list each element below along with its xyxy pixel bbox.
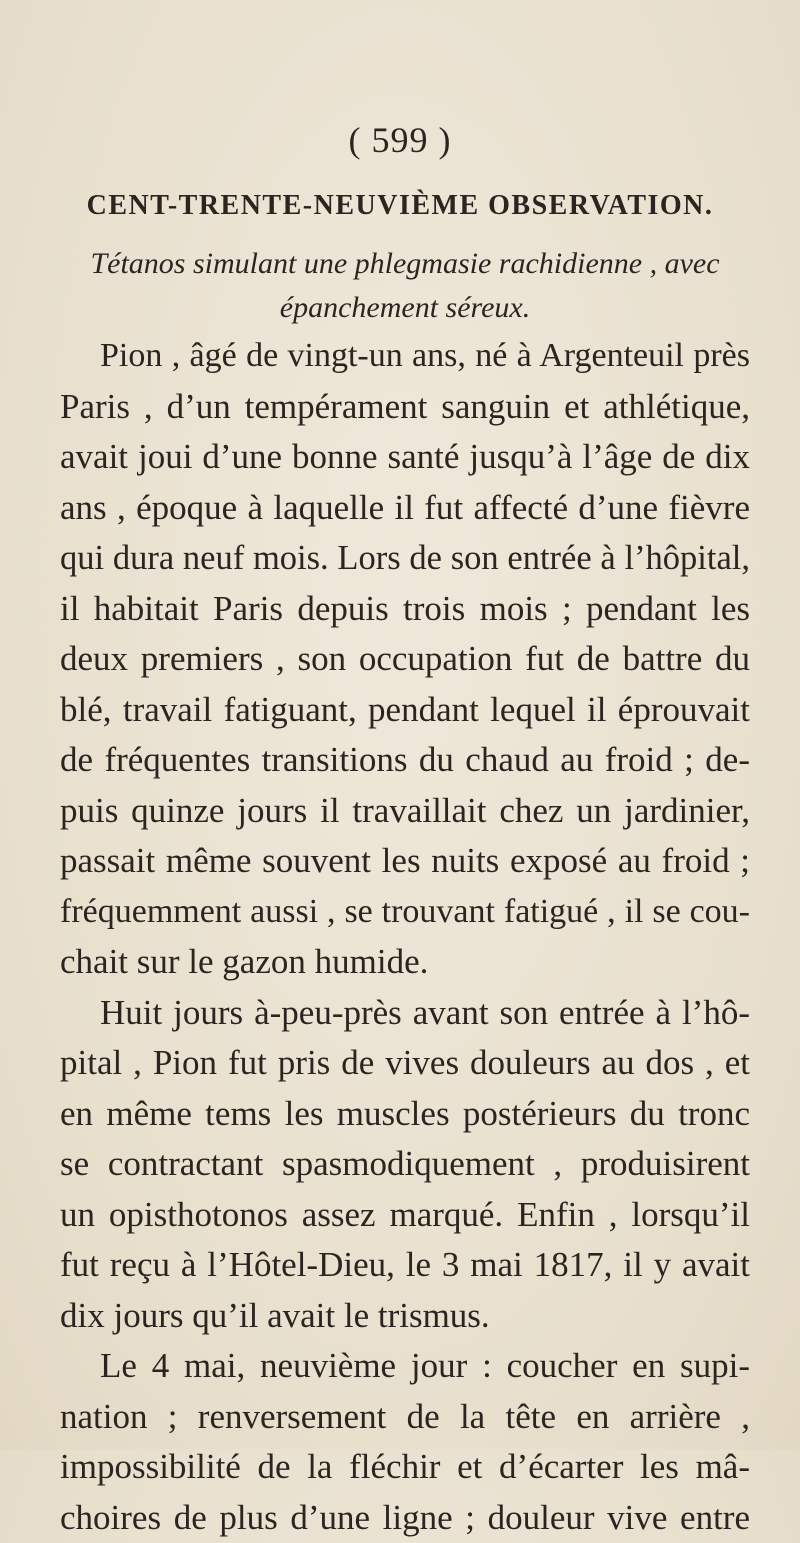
subtitle-line: épanchement séreux. [60,286,750,330]
text-line: Paris , d’un tempérament sanguin et athlétique, [60,382,750,433]
text-line: impossibilité de la fléchir et d’écarter les mâ- [60,1442,750,1493]
observation-subtitle [60,242,750,330]
text-line: fut reçu à l’Hôtel-Dieu, le 3 mai 1817, il y avait [60,1240,750,1291]
text-line: Pion , âgé de vingt-un ans, né à Argenteuil près [60,331,750,382]
text-line: blé, travail fatiguant, pendant lequel il éprouvait [60,685,750,736]
text-line: dix jours qu’il avait le trismus. [60,1291,750,1342]
text-line: nation ; renversement de la tête en arrière , [60,1392,750,1443]
text-line: qui dura neuf mois. Lors de son entrée à l’hôpital, [60,533,750,584]
text-line: passait même souvent les nuits exposé au froid ; [60,836,750,887]
text-line: Le 4 mai, neuvième jour : coucher en supi- [60,1341,750,1392]
text-line: se contractant spasmodiquement , produisirent [60,1139,750,1190]
text-line: un opisthotonos assez marqué. Enfin , lorsqu’il [60,1190,750,1241]
text-line: pital , Pion fut pris de vives douleurs au dos , et [60,1038,750,1089]
text-line: il habitait Paris depuis trois mois ; pendant les [60,584,750,635]
text-line: ans , époque à laquelle il fut affecté d’une fièvre [60,483,750,534]
observation-heading: CENT-TRENTE-NEUVIÈME OBSERVATION. [0,188,800,224]
text-line: avait joui d’une bonne santé jusqu’à l’âge de dix [60,432,750,483]
text-line: deux premiers , son occupation fut de battre du [60,634,750,685]
subtitle-line: Tétanos simulant une phlegmasie rachidienne , avec [60,242,750,286]
page-number: ( 599 ) [0,118,800,162]
text-line: choires de plus d’une ligne ; douleur vive entre [60,1493,750,1543]
text-line: chait sur le gazon humide. [60,937,750,988]
text-line: en même tems les muscles postérieurs du tronc [60,1089,750,1140]
text-line: puis quinze jours il travaillait chez un jardinier, [60,786,750,837]
text-line: de fréquentes transitions du chaud au froid ; de- [60,735,750,786]
text-line: Huit jours à-peu-près avant son entrée à l’hô- [60,988,750,1039]
body-text [60,331,750,1543]
text-line: fréquemment aussi , se trouvant fatigué , il se cou- [60,887,750,938]
